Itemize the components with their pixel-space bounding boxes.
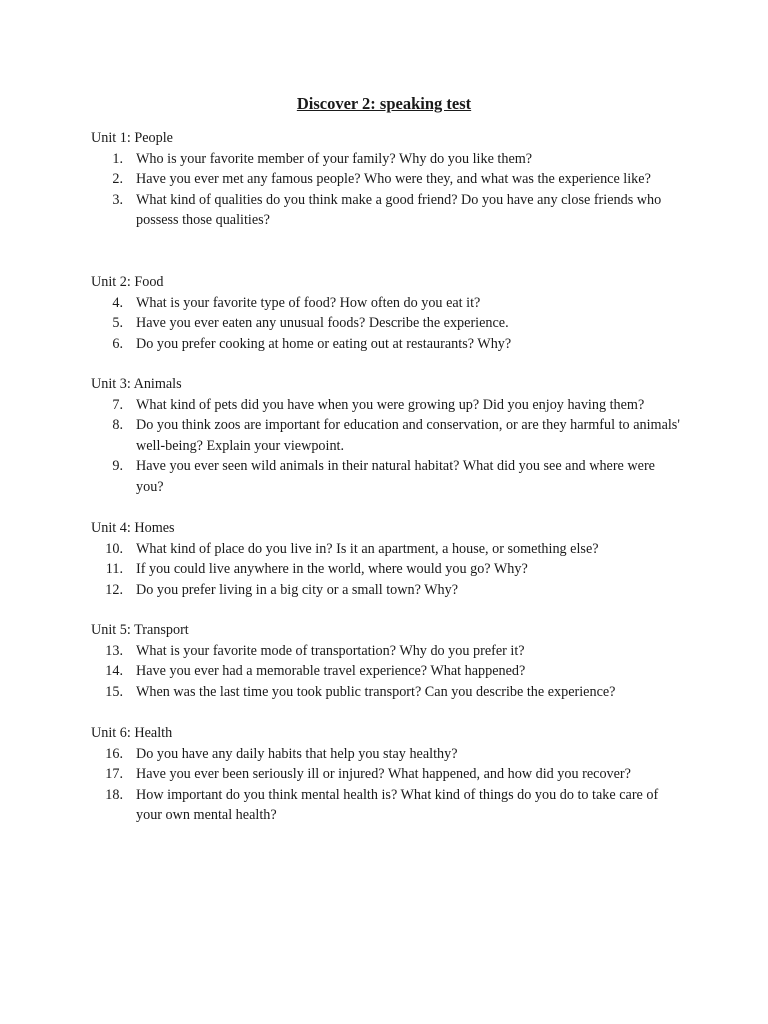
question-number: 12. (105, 581, 123, 598)
question-item (91, 190, 691, 231)
question-item (91, 580, 691, 601)
question-number: 1. (112, 150, 123, 167)
question-number: 9. (112, 458, 123, 474)
unit-section (91, 128, 691, 231)
unit-heading: Unit 3: Animals (91, 376, 182, 392)
question-number: 6. (112, 335, 123, 352)
question-item (91, 456, 691, 497)
question-item (91, 395, 691, 416)
question-item (91, 334, 691, 355)
question-list (91, 744, 691, 826)
unit-heading: Unit 1: People (91, 130, 173, 146)
question-text: Have you ever met any famous people? Who were they, and what was the experience like? (136, 171, 651, 187)
question-number: 13. (105, 642, 123, 659)
question-item (91, 539, 691, 560)
question-text: What is your favorite type of food? How often do you eat it? (136, 294, 481, 311)
unit-heading: Unit 5: Transport (91, 622, 189, 638)
question-text: What kind of pets did you have when you were growing up? Did you enjoy having them? (136, 396, 645, 413)
question-text: Who is your favorite member of your family? Why do you like them? (136, 150, 533, 167)
question-item (91, 559, 691, 580)
question-item (91, 661, 691, 682)
question-item (91, 313, 691, 334)
question-item (91, 149, 691, 170)
unit-section (91, 620, 691, 702)
question-list (91, 395, 691, 498)
question-text: Do you prefer living in a big city or a small town? Why? (136, 581, 459, 598)
question-number: 15. (105, 683, 123, 700)
question-text: What kind of qualities do you think make a good friend? Do you have any close friends who possess those qualities? (136, 191, 662, 228)
question-item (91, 785, 691, 826)
question-list (91, 641, 691, 703)
question-text: Do you think zoos are important for education and conservation, or are they harmful to animals' well-being? Explain your viewpoint. (136, 417, 680, 454)
unit-section (91, 723, 691, 826)
question-text: What kind of place do you live in? Is it an apartment, a house, or something else? (136, 540, 599, 557)
question-list (91, 149, 691, 231)
question-item (91, 744, 691, 765)
question-number: 4. (112, 294, 123, 311)
question-number: 2. (112, 171, 123, 187)
question-item (91, 293, 691, 314)
question-text: Have you ever had a memorable travel experience? What happened? (136, 663, 526, 679)
question-number: 7. (112, 396, 123, 413)
document-title: Discover 2: speaking test (296, 94, 472, 113)
unit-section (91, 272, 691, 354)
question-item (91, 415, 691, 456)
question-item (91, 682, 691, 703)
unit-section (91, 518, 691, 600)
question-number: 8. (112, 417, 123, 433)
question-text: How important do you think mental health is? What kind of things do you do to take care of your own mental health? (136, 786, 659, 823)
question-text: Do you have any daily habits that help you stay healthy? (136, 745, 458, 762)
question-item (91, 764, 691, 785)
question-number: 11. (105, 561, 123, 577)
question-text: Have you ever seen wild animals in their natural habitat? What did you see and where were you? (136, 458, 655, 495)
question-item (91, 641, 691, 662)
unit-heading: Unit 6: Health (91, 725, 173, 741)
unit-section (91, 374, 691, 497)
question-list (91, 293, 691, 355)
question-number: 3. (112, 191, 123, 208)
question-list (91, 539, 691, 601)
question-number: 18. (105, 786, 123, 803)
question-number: 14. (105, 663, 123, 679)
question-text: Have you ever been seriously ill or injured? What happened, and how did you recover? (136, 766, 631, 782)
question-number: 16. (105, 745, 123, 762)
question-text: If you could live anywhere in the world, where would you go? Why? (136, 561, 528, 577)
question-text: Have you ever eaten any unusual foods? Describe the experience. (136, 315, 509, 331)
question-text: Do you prefer cooking at home or eating out at restaurants? Why? (136, 335, 512, 352)
question-text: What is your favorite mode of transportation? Why do you prefer it? (136, 642, 525, 659)
question-number: 10. (105, 540, 123, 557)
question-item (91, 169, 691, 190)
question-text: When was the last time you took public transport? Can you describe the experience? (136, 683, 616, 700)
question-number: 5. (112, 315, 123, 331)
question-number: 17. (105, 766, 123, 782)
unit-heading: Unit 2: Food (91, 274, 164, 290)
unit-heading: Unit 4: Homes (91, 520, 175, 536)
